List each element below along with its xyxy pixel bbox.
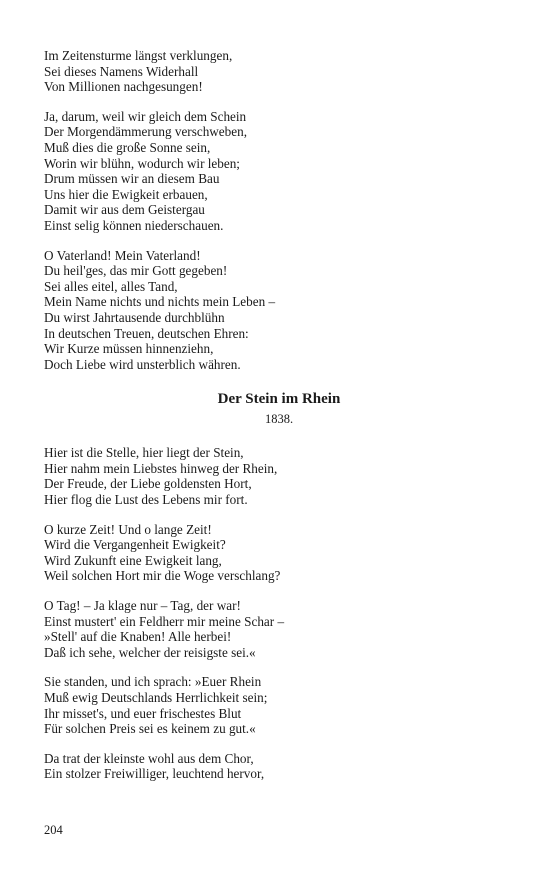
verse-line: Damit wir aus dem Geistergau [44,202,205,218]
poem-year: 1838. [264,412,294,427]
poem-title: Der Stein im Rhein [217,391,341,408]
verse-line: Hier nahm mein Liebstes hinweg der Rhein, [44,460,278,476]
verse-line: Der Morgendämmerung verschweben, [44,124,247,140]
verse-line: Der Freude, der Liebe goldensten Hort, [44,476,252,492]
verse-line: Sei alles eitel, alles Tand, [44,278,178,294]
verse-line: O kurze Zeit! Und o lange Zeit! [44,521,212,537]
verse-line: Uns hier die Ewigkeit erbauen, [44,186,208,202]
verse-line: Mein Name nichts und nichts mein Leben – [44,294,276,310]
stanza [44,248,514,373]
verse-line: Du heil'ges, das mir Gott gegeben! [44,263,228,279]
book-page [44,48,514,796]
stanza [44,445,514,507]
verse-line: Ein stolzer Freiwilliger, leuchtend hervor, [44,766,265,782]
verse-line: Muß ewig Deutschlands Herrlichkeit sein; [44,690,268,705]
verse-line: »Stell' auf die Knaben! Alle herbei! [44,629,232,645]
verse-line: Doch Liebe wird unsterblich währen. [44,356,241,372]
verse-line: O Tag! – Ja klage nur – Tag, der war! [44,598,241,614]
verse-line: Einst selig können niederschauen. [44,217,224,233]
stanza [44,674,514,736]
verse-line: Weil solchen Hort mir die Woge verschlang? [44,568,281,584]
stanza [44,109,514,234]
verse-line: Drum müssen wir an diesem Bau [44,171,220,187]
verse-line: Für solchen Preis sei es keinem zu gut.« [44,721,256,737]
verse-line: Ihr misset's, und euer frischestes Blut [44,705,242,721]
verse-line: Einst mustert' ein Feldherr mir meine Schar – [44,613,285,629]
verse-line: O Vaterland! Mein Vaterland! [44,247,201,263]
stanza [44,751,514,782]
continued-poem [44,48,514,372]
verse-line: Von Millionen nachgesungen! [44,79,203,95]
verse-line: Im Zeitensturme längst verklungen, [44,48,233,63]
verse-line: Wir Kurze müssen hinnenziehn, [44,341,214,357]
stanza [44,48,514,95]
poem-der-stein-im-rhein [44,390,514,782]
verse-line: Sei dieses Namens Widerhall [44,63,199,79]
stanza [44,598,514,660]
verse-line: Wird Zukunft eine Ewigkeit lang, [44,552,222,568]
verse-line: Du wirst Jahrtausende durchblühn [44,309,225,325]
verse-line: Wird die Vergangenheit Ewigkeit? [44,537,226,553]
verse-line: Sie standen, und ich sprach: »Euer Rhein [44,674,262,690]
verse-line: Ja, darum, weil wir gleich dem Schein [44,108,247,124]
verse-line: In deutschen Treuen, deutschen Ehren: [44,325,249,341]
page-number: 204 [44,823,63,837]
verse-line: Muß dies die große Sonne sein, [44,139,211,155]
verse-line: Daß ich sehe, welcher der reisigste sei.« [44,644,256,660]
stanza [44,522,514,584]
verse-line: Hier ist die Stelle, hier liegt der Stein, [44,445,244,461]
verse-line: Worin wir blühn, wodurch wir leben; [44,155,240,171]
verse-line: Hier flog die Lust des Lebens mir fort. [44,492,248,508]
verse-line: Da trat der kleinste wohl aus dem Chor, [44,750,254,766]
